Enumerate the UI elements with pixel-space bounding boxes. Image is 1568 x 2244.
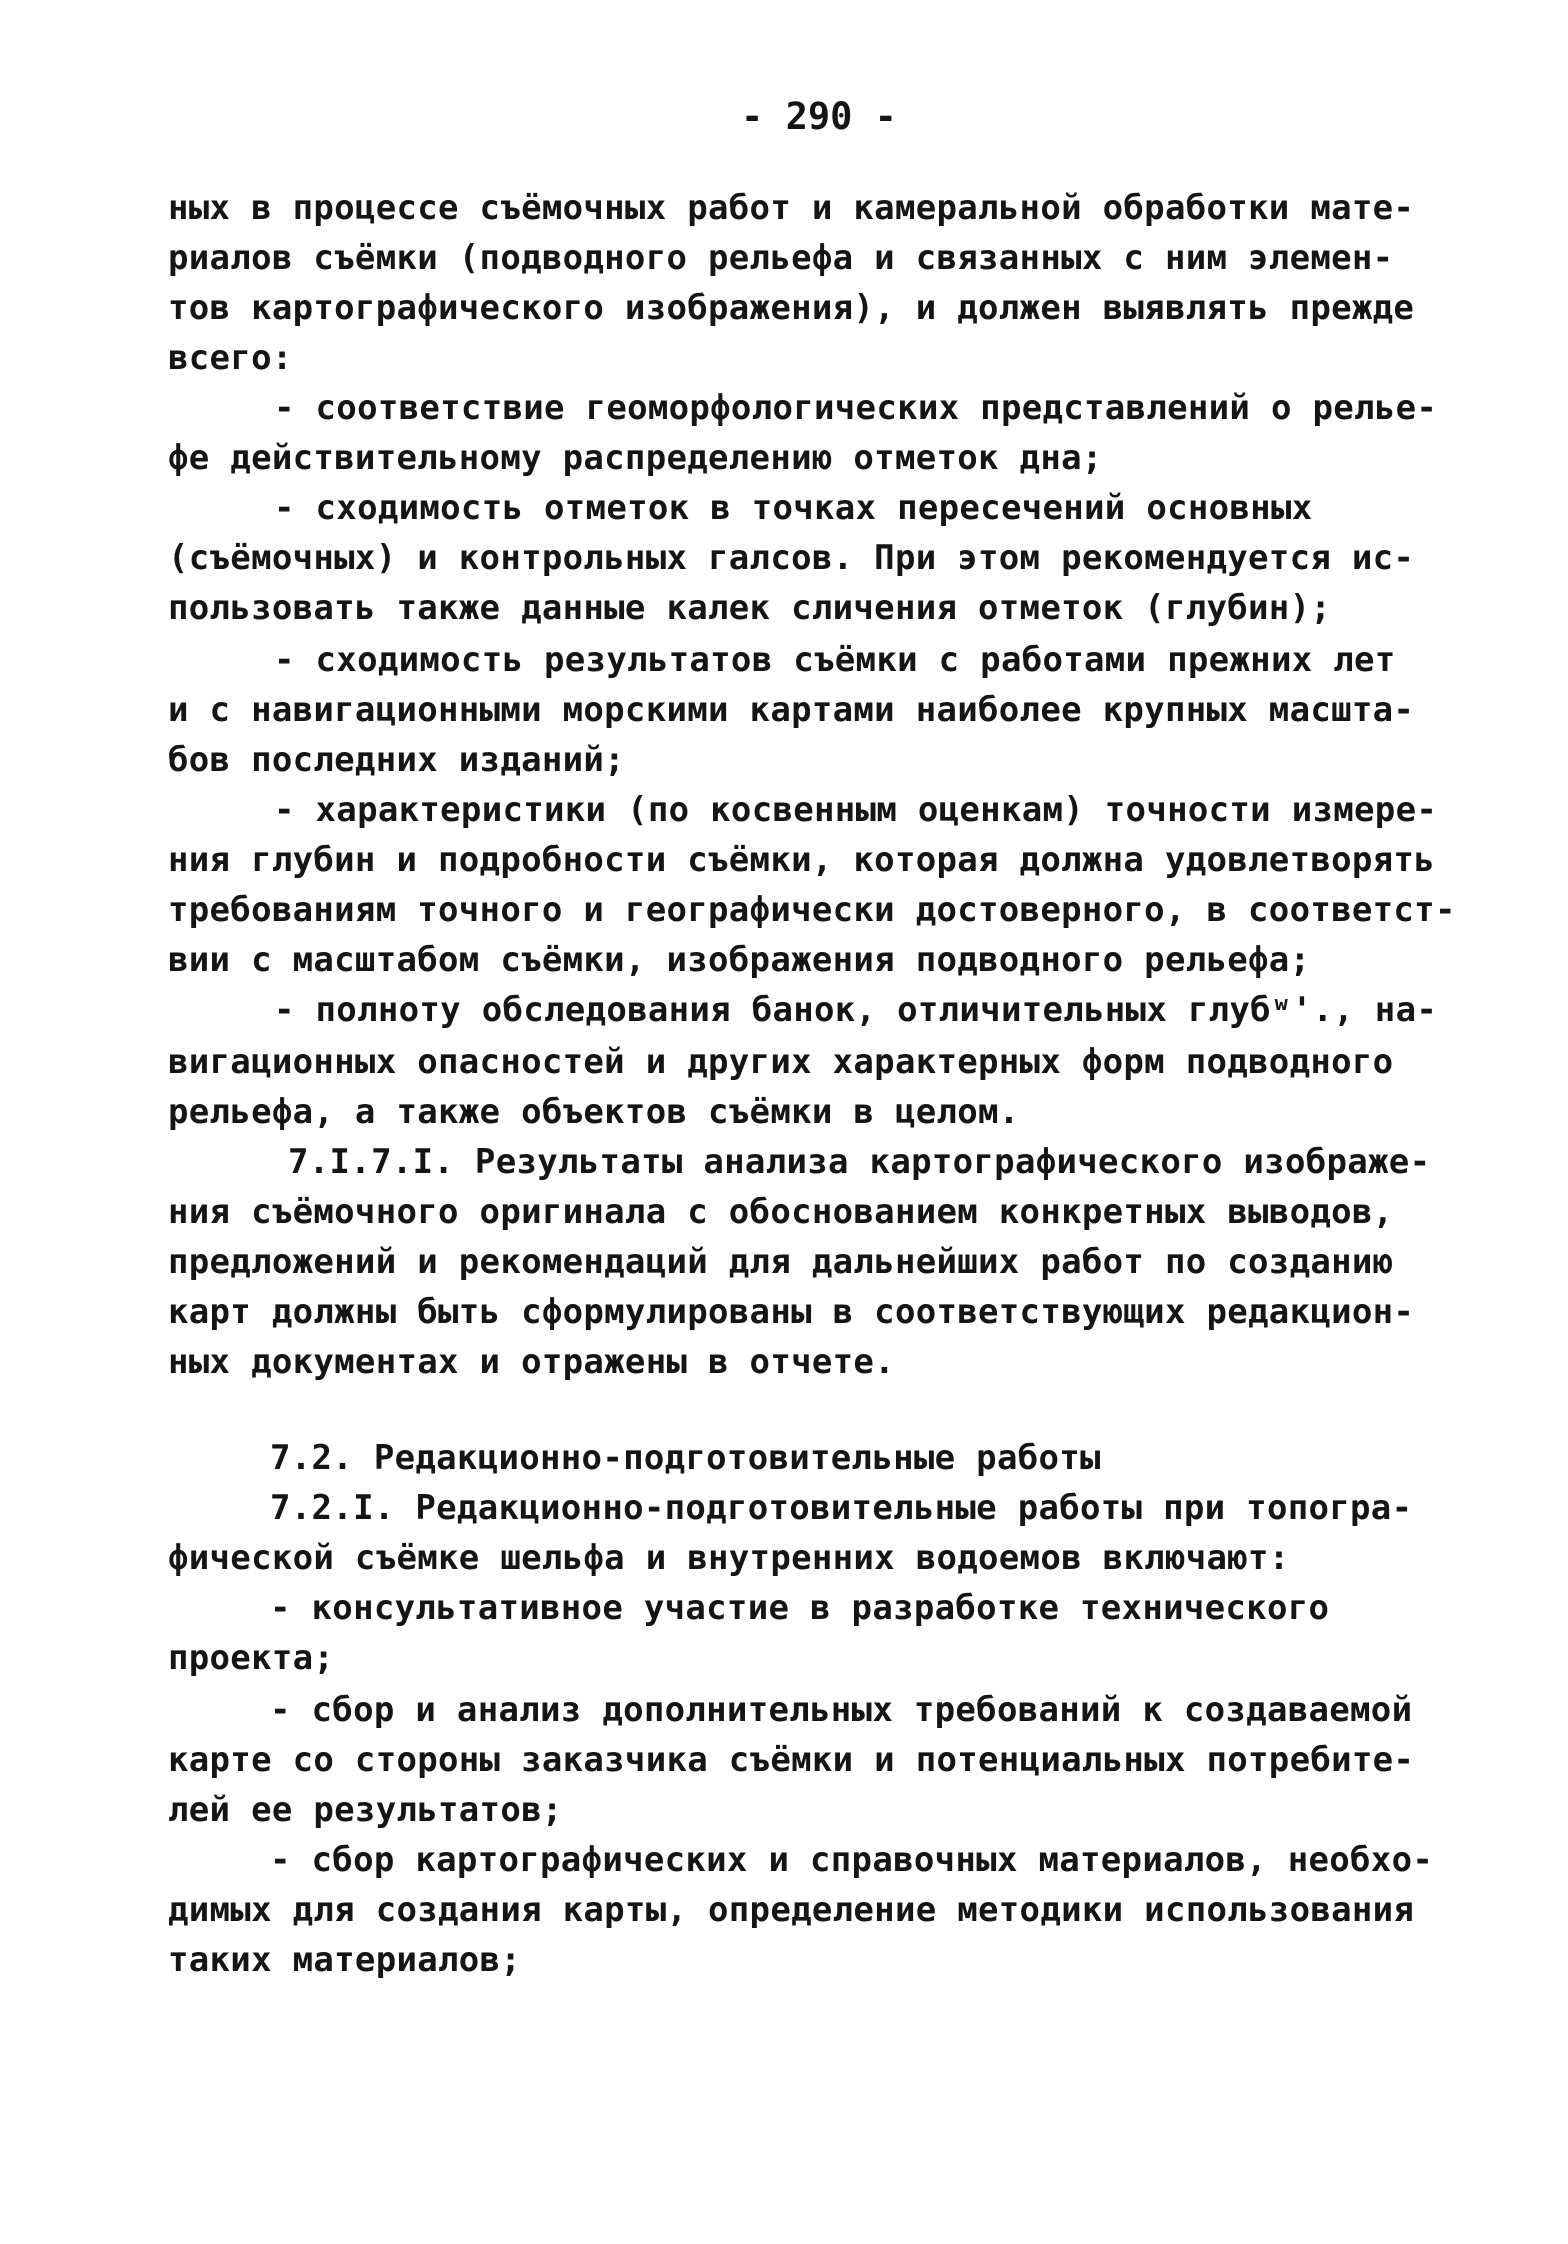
text-line: вигационных опасностей и других характерных форм подводного <box>168 1042 1394 1082</box>
section-paragraph-line: 7.I.7.I. Результаты анализа картографического изображе- <box>288 1142 1431 1182</box>
page-number: - 290 - <box>741 95 897 138</box>
text-line: вии с масштабом съёмки, изображения подводного рельефа; <box>168 940 1311 980</box>
text-line: предложений и рекомендаций для дальнейших работ по созданию <box>168 1242 1394 1282</box>
text-line: ных в процессе съёмочных работ и камеральной обработки мате- <box>168 188 1415 228</box>
list-item-line: - характеристики (по косвенным оценкам) точности измере- <box>274 790 1438 830</box>
list-item-line: - консультативное участие в разработке технического <box>270 1588 1330 1628</box>
text-line: ния съёмочного оригинала с обоснованием конкретных выводов, <box>168 1192 1394 1232</box>
text-line: (съёмочных) и контрольных галсов. При этом рекомендуется ис- <box>168 538 1415 578</box>
text-line: ния глубин и подробности съёмки, которая должна удовлетворять <box>168 840 1435 880</box>
list-item-line: - полноту обследования банок, отличительных глубʷ'., на- <box>274 990 1438 1030</box>
text-line: рельефа, а также объектов съёмки в целом. <box>168 1092 1020 1132</box>
text-line: фической съёмке шельфа и внутренних водоемов включают: <box>168 1538 1290 1578</box>
list-item-line: - сбор картографических и справочных материалов, необхо- <box>270 1840 1434 1880</box>
list-item-line: - сходимость отметок в точках пересечений основных <box>274 488 1313 528</box>
text-line: проекта; <box>168 1638 335 1678</box>
section-paragraph-line: 7.2.I. Редакционно-подготовительные работы при топогра- <box>270 1488 1413 1528</box>
section-heading: 7.2. Редакционно-подготовительные работы <box>270 1438 1101 1478</box>
text-line: димых для создания карты, определение методики использования <box>168 1890 1415 1930</box>
text-line: и с навигационными морскими картами наиболее крупных масшта- <box>168 690 1415 730</box>
text-line: карте со стороны заказчика съёмки и потенциальных потребите- <box>168 1740 1415 1780</box>
text-line: требованиям точного и географически достоверного, в соответст- <box>168 890 1456 930</box>
list-item-line: - сходимость результатов съёмки с работами прежних лет <box>274 640 1396 680</box>
list-item-line: - соответствие геоморфологических представлений о релье- <box>274 388 1438 428</box>
text-line: таких материалов; <box>168 1940 522 1980</box>
text-line: пользовать также данные калек сличения отметок (глубин); <box>168 588 1332 628</box>
text-line: всего: <box>168 338 293 378</box>
text-line: фе действительному распределению отметок дна; <box>168 438 1103 478</box>
text-line: бов последних изданий; <box>168 740 625 780</box>
list-item-line: - сбор и анализ дополнительных требований к создаваемой <box>270 1690 1413 1730</box>
text-line: риалов съёмки (подводного рельефа и связанных с ним элемен- <box>168 238 1394 278</box>
text-line: ных документах и отражены в отчете. <box>168 1342 895 1382</box>
text-line: карт должны быть сформулированы в соответствующих редакцион- <box>168 1292 1415 1332</box>
text-line: лей ее результатов; <box>168 1790 563 1830</box>
text-line: тов картографического изображения), и должен выявлять прежде <box>168 288 1415 328</box>
